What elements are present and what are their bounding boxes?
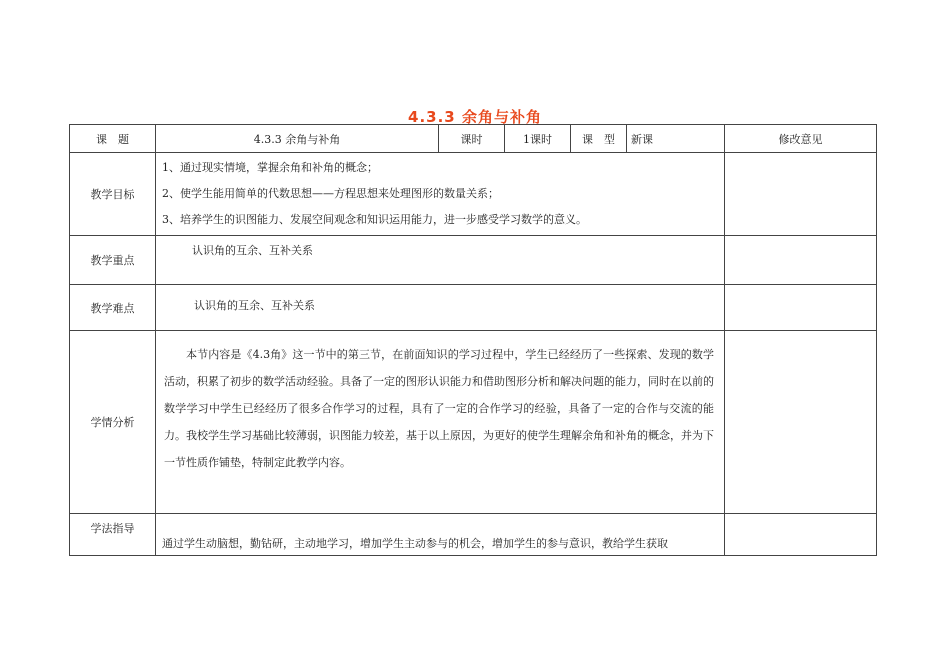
difficulties-content: 认识角的互余、互补关系 [156, 285, 725, 331]
topic-value: 4.3.3 余角与补角 [156, 125, 439, 153]
goal-item: 1、通过现实情境，掌握余角和补角的概念； [162, 161, 378, 174]
goals-content [156, 153, 725, 236]
hours-value: 1课时 [505, 125, 571, 153]
method-label: 学法指导 [70, 514, 156, 556]
revision-cell [725, 331, 877, 514]
type-value: 新课 [627, 125, 725, 153]
revision-cell [725, 236, 877, 285]
goals-label: 教学目标 [70, 153, 156, 236]
revision-cell [725, 285, 877, 331]
analysis-paragraph: 本节内容是《4.3角》这一节中的第三节，在前面知识的学习过程中，学生已经经历了一些探索、发现的数学活动，积累了初步的数学活动经验。具备了一定的图形认识能力和借助图形分析和解决问题的能力，同时在以前的数学学习中学生已经经历了很多合作学习的过程，具有了一定的合作学习的经验，具备了一定的合作与交流的能力。我校学生学习基础比较薄弱，识图能力较差，基于以上原因，为更好的使学生理解余角和补角的概念，并为下一节性质作铺垫，特制定此教学内容。 [164, 348, 714, 469]
document-title: 4.3.3 余角与补角 [408, 108, 542, 126]
header-row [70, 125, 877, 153]
key-points-label: 教学重点 [70, 236, 156, 285]
key-points-row [70, 236, 877, 285]
revision-cell [725, 153, 877, 236]
revision-label: 修改意见 [725, 125, 877, 153]
analysis-content [156, 331, 725, 514]
method-content: 通过学生动脑想，勤钻研，主动地学习，增加学生主动参与的机会，增加学生的参与意识，教给学生获取 [156, 514, 725, 556]
method-row [70, 514, 877, 556]
difficulties-label: 教学难点 [70, 285, 156, 331]
revision-cell [725, 514, 877, 556]
goal-item: 2、使学生能用简单的代数思想——方程思想来处理图形的数量关系； [162, 187, 499, 200]
analysis-row [70, 331, 877, 514]
topic-label: 课 题 [70, 125, 156, 153]
hours-label: 课时 [439, 125, 505, 153]
lesson-plan-table [69, 124, 877, 556]
key-points-content: 认识角的互余、互补关系 [156, 236, 725, 285]
goals-row [70, 153, 877, 236]
analysis-label: 学情分析 [70, 331, 156, 514]
goal-item: 3、培养学生的识图能力、发展空间观念和知识运用能力，进一步感受学习数学的意义。 [162, 213, 587, 226]
type-label: 课 型 [571, 125, 627, 153]
difficulties-row [70, 285, 877, 331]
